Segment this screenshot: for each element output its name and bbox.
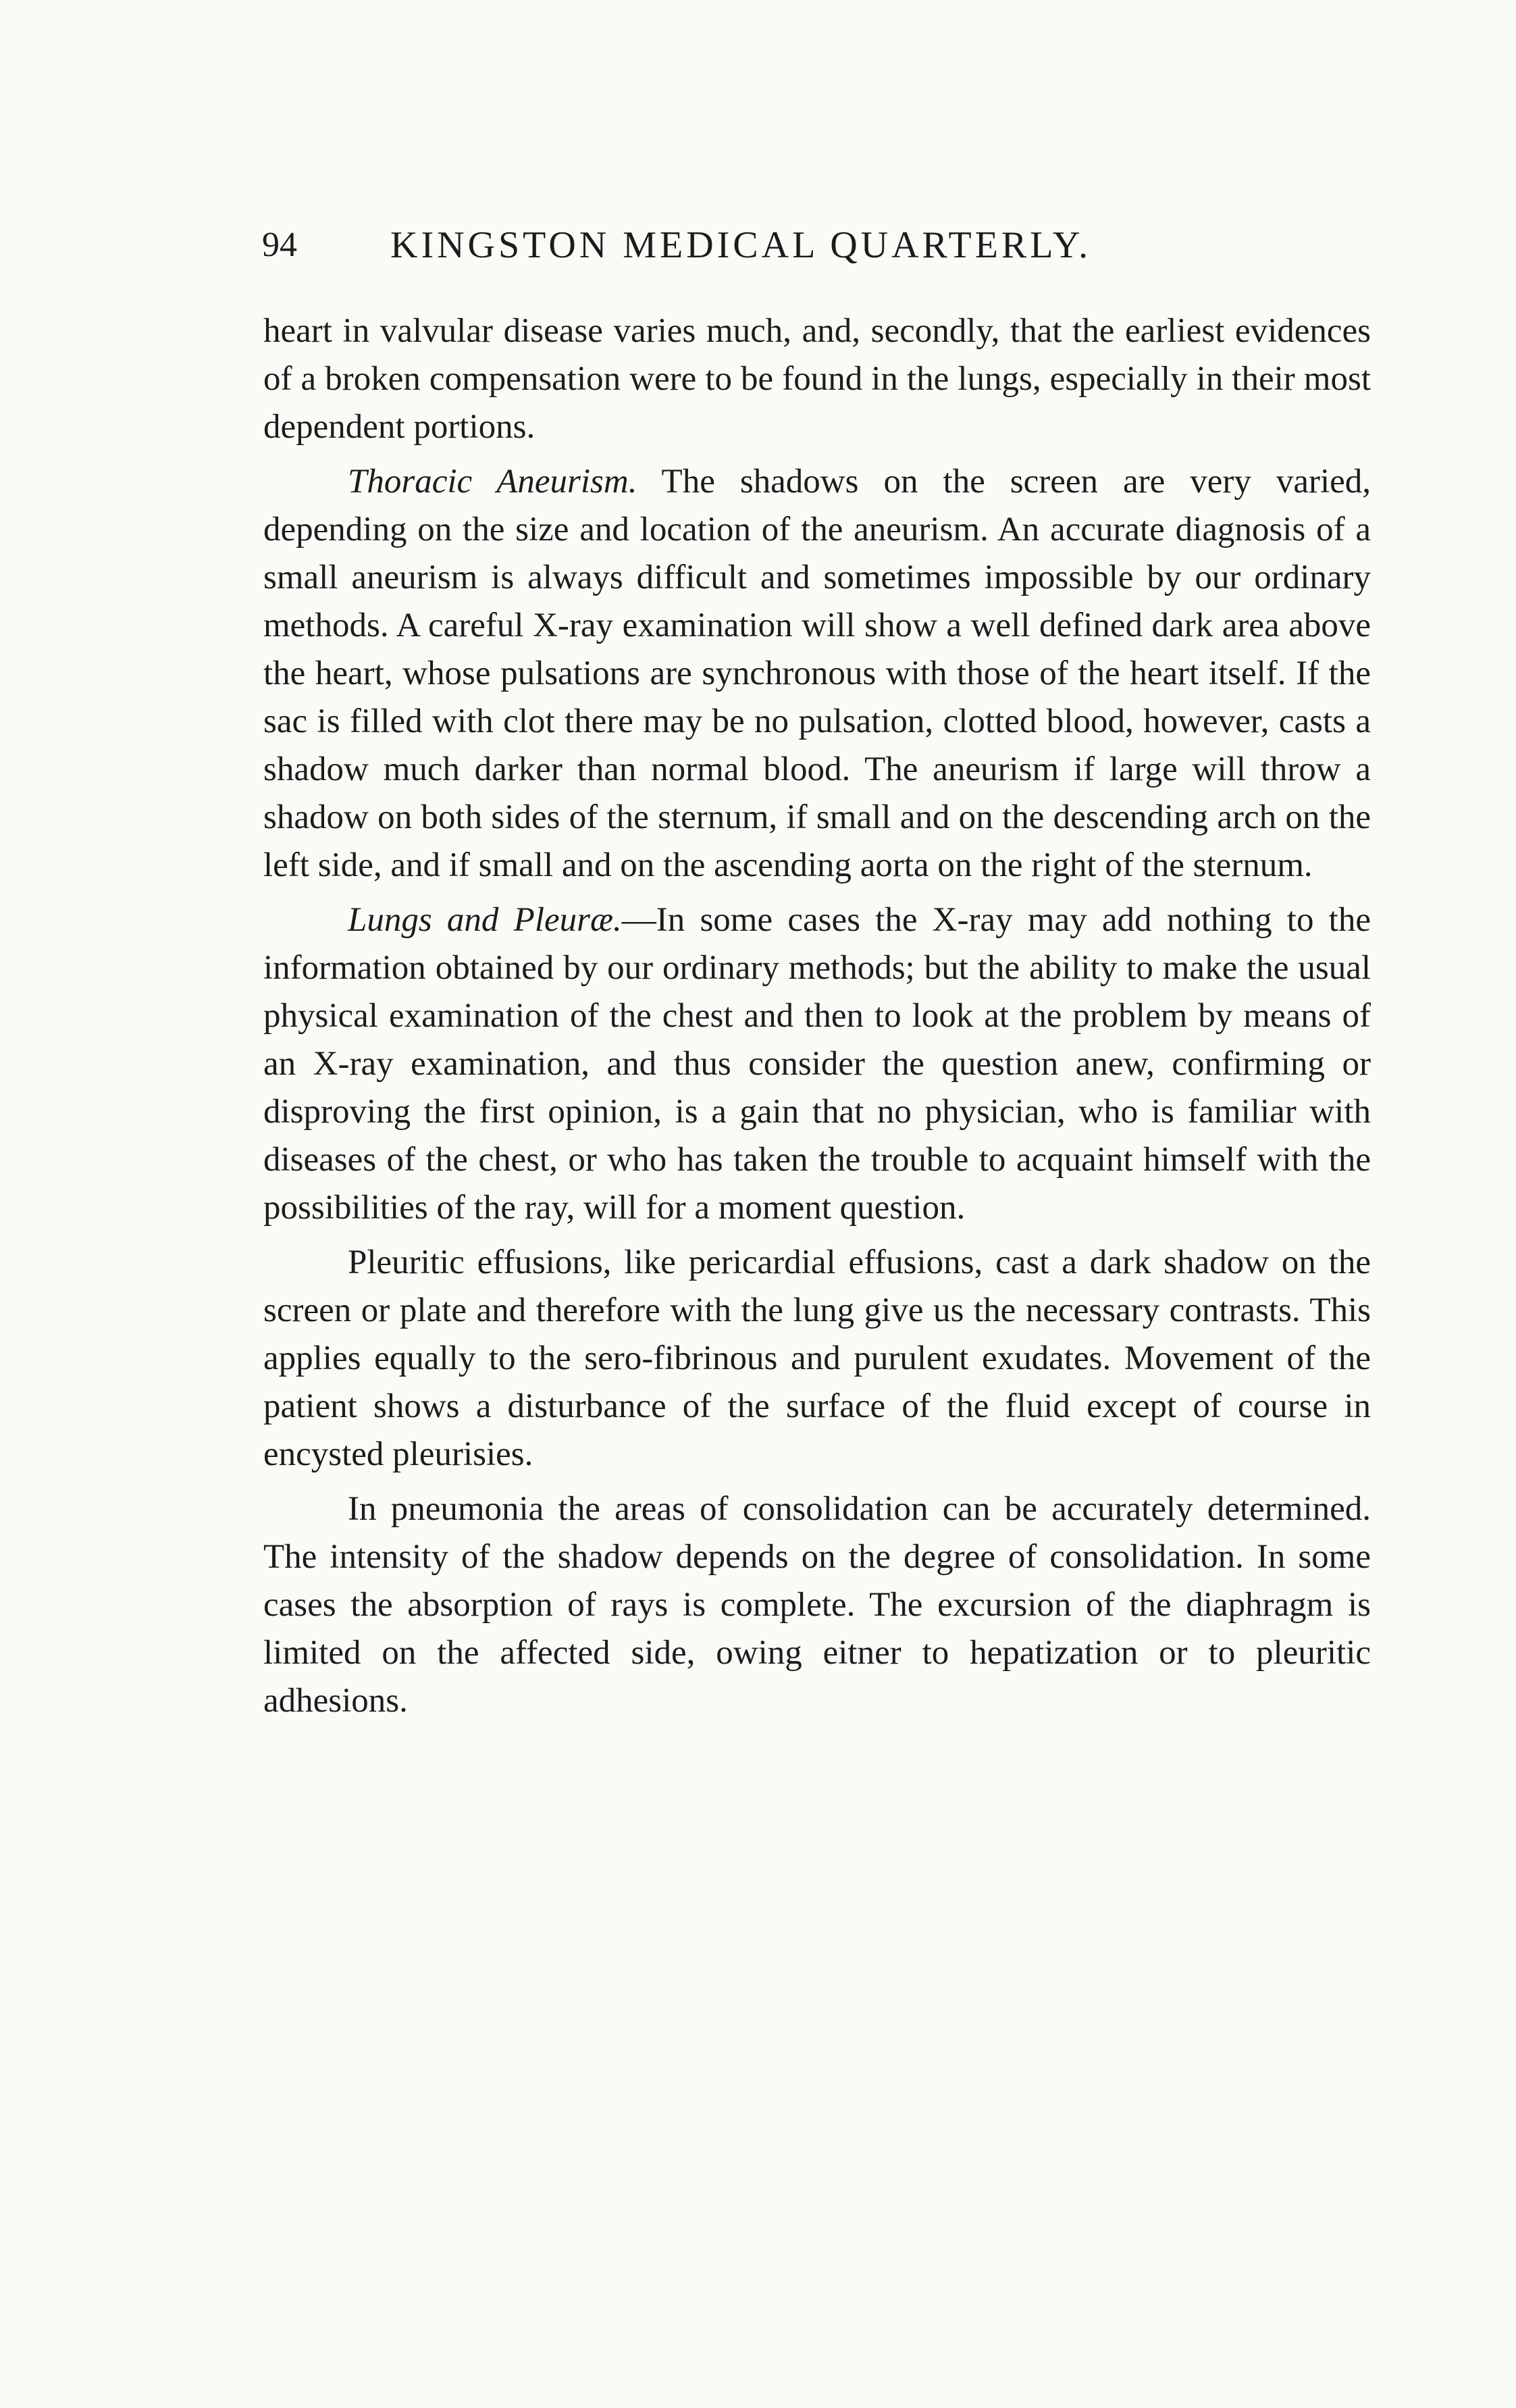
paragraph-lungs-and-pleurae <box>263 896 1371 1232</box>
page-number: 94 <box>262 226 297 264</box>
body-text <box>263 307 1371 1732</box>
paragraph-text: In pneumonia the areas of consolidation can be accurately determined. The intensity of the shadow depends on the degree of consolidation. In some cases the absorption of rays is complete. The excursion of the diaphragm is limited on the affected side, owing eitner to hepatization or to pleuritic adhesions. <box>263 1490 1371 1720</box>
running-head <box>262 215 1383 276</box>
section-heading-thoracic-aneurism: Thoracic Aneurism. <box>348 463 637 501</box>
section-heading-lungs-and-pleurae: Lungs and Pleuræ. <box>348 901 622 939</box>
paragraph-thoracic-aneurism <box>263 458 1371 890</box>
paragraph-text: The shadows on the screen are very varied, depending on the size and location of the aneurism. An accurate diagnosis of a small aneurism is always difficult and sometimes impossible by our ordinary methods. A careful X-ray examination will show a well defined dark area above the heart, whose pulsations are synchronous with those of the heart itself. If the sac is filled with clot there may be no pulsation, clotted blood, however, casts a shadow much darker than normal blood. The aneurism if large will throw a shadow on both sides of the sternum, if small and on the descending arch on the left side, and if small and on the ascending aorta on the right of the sternum. <box>263 463 1371 884</box>
paragraph-text: heart in valvular disease varies much, and, secondly, that the earliest evidences of a broken compensation were to be found in the lungs, especially in their most dependent portions. <box>263 312 1371 446</box>
paragraph-text: Pleuritic effusions, like pericardial effusions, cast a dark shadow on the screen or plate and therefore with the lung give us the necessary contrasts. This applies equally to the sero-fibrinous and purulent exudates. Movement of the patient shows a disturbance of the surface of the fluid except of course in encysted pleurisies. <box>263 1244 1371 1473</box>
paragraph-text: —In some cases the X-ray may add nothing to the information obtained by our ordinary methods; but the ability to make the usual physical examination of the chest and then to look at the problem by means of an X-ray examination, and thus consider the question anew, confirming or disproving the first opinion, is a gain that no physician, who is familiar with diseases of the chest, or who has taken the trouble to acquaint himself with the possibilities of the ray, will for a moment question. <box>263 901 1371 1227</box>
paragraph-continuation <box>263 307 1371 451</box>
paragraph-pneumonia <box>263 1485 1371 1725</box>
paragraph-pleuritic-effusions <box>263 1239 1371 1479</box>
journal-title: KINGSTON MEDICAL QUARTERLY. <box>390 224 1092 266</box>
